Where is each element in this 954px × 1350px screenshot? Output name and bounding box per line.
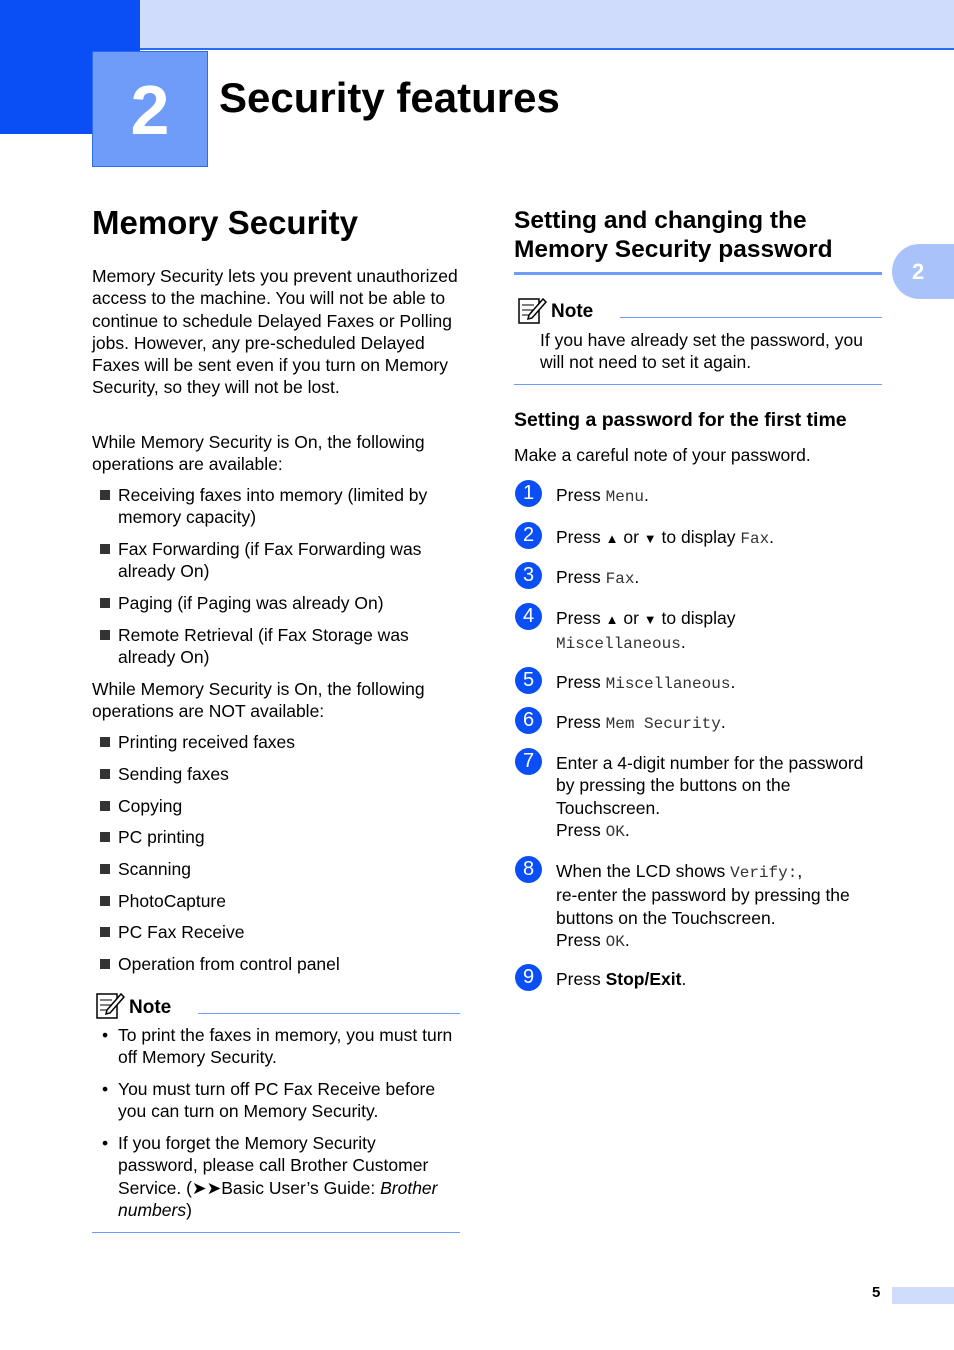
step-number: 2 (515, 522, 542, 549)
unavailable-intro: While Memory Security is On, the following operations are NOT available: (92, 679, 425, 722)
list-item: Scanning (118, 858, 463, 880)
step-number: 4 (515, 603, 542, 630)
list-item: Sending faxes (118, 763, 463, 785)
note-bottom-rule (514, 384, 882, 385)
list-item: Fax Forwarding (if Fax Forwarding was already On) (118, 538, 463, 583)
header-bar (140, 0, 954, 50)
list-item: Remote Retrieval (if Fax Storage was already On) (118, 624, 463, 669)
list-item: Printing received faxes (118, 731, 463, 753)
step-text: Press ▲ or ▼ to display Fax. (556, 527, 775, 548)
step-text: Press Mem Security. (556, 712, 726, 733)
step-text: Press Stop/Exit. (556, 969, 687, 989)
note-label: Note (129, 997, 172, 1018)
note-item: • To print the faxes in memory, you must turn off Memory Security. (118, 1024, 458, 1069)
note-label: Note (551, 301, 594, 322)
list-item: Operation from control panel (118, 953, 463, 975)
step-number: 3 (515, 562, 542, 589)
down-arrow-icon: ▼ (643, 531, 657, 546)
step-text: Press Menu. (556, 485, 649, 506)
note-item: • You must turn off PC Fax Receive before you can turn on Memory Security. (118, 1078, 458, 1123)
page-number: 5 (872, 1284, 881, 1301)
note-icon (517, 295, 547, 330)
list-item: PC Fax Receive (118, 921, 463, 943)
note-top-rule (620, 317, 882, 318)
note-icon (95, 990, 125, 1025)
subsection-heading: Setting and changing the Memory Security password (514, 207, 833, 263)
step-text: Press ▲ or ▼ to display Miscellaneous. (556, 608, 736, 654)
section-heading: Memory Security (92, 204, 358, 241)
up-arrow-icon: ▲ (605, 612, 619, 627)
chapter-number: 2 (92, 51, 208, 167)
step-number: 9 (515, 964, 542, 991)
step-text: Press Fax. (556, 567, 640, 588)
step-number: 7 (515, 748, 542, 775)
available-intro: While Memory Security is On, the following operations are available: (92, 432, 425, 475)
double-arrow-icon: ➤➤ (191, 1177, 222, 1198)
note-text: If you have already set the password, you will not need to set it again. (540, 330, 863, 373)
step-number: 1 (515, 480, 542, 507)
note-item: • If you forget the Memory Security password, please call Brother Customer Service. (➤➤Basic User’s Guide: Brother numbers) (118, 1132, 458, 1221)
step-number: 6 (515, 707, 542, 734)
step-text: Enter a 4-digit number for the password by pressing the buttons on the Touchscreen. Press OK. (556, 753, 864, 841)
note-bottom-rule (92, 1232, 460, 1233)
list-item: Copying (118, 795, 463, 817)
step-number: 8 (515, 856, 542, 883)
step-text: Press Miscellaneous. (556, 672, 736, 693)
note-top-rule (198, 1013, 460, 1014)
heading-rule (514, 272, 882, 275)
list-item: PhotoCapture (118, 890, 463, 912)
intro-paragraph: Memory Security lets you prevent unauthorized access to the machine. You will not be able to continue to schedule Delayed Faxes or Polling jobs. However, any pre-scheduled Delayed Faxes will be sent even if you turn on Memory Security, so they will not be lost. (92, 266, 458, 398)
list-item: Paging (if Paging was already On) (118, 592, 463, 614)
step-number: 5 (515, 667, 542, 694)
footer-bar (892, 1287, 954, 1304)
step-text: When the LCD shows Verify:, re-enter the password by pressing the buttons on the Touchscreen. Press OK. (556, 861, 850, 951)
up-arrow-icon: ▲ (605, 531, 619, 546)
chapter-title: Security features (219, 74, 560, 121)
chapter-side-tab: 2 (892, 244, 954, 299)
sub-intro: Make a careful note of your password. (514, 445, 811, 465)
list-item: PC printing (118, 826, 463, 848)
down-arrow-icon: ▼ (643, 612, 657, 627)
sub-subheading: Setting a password for the first time (514, 409, 847, 431)
list-item: Receiving faxes into memory (limited by memory capacity) (118, 484, 463, 529)
